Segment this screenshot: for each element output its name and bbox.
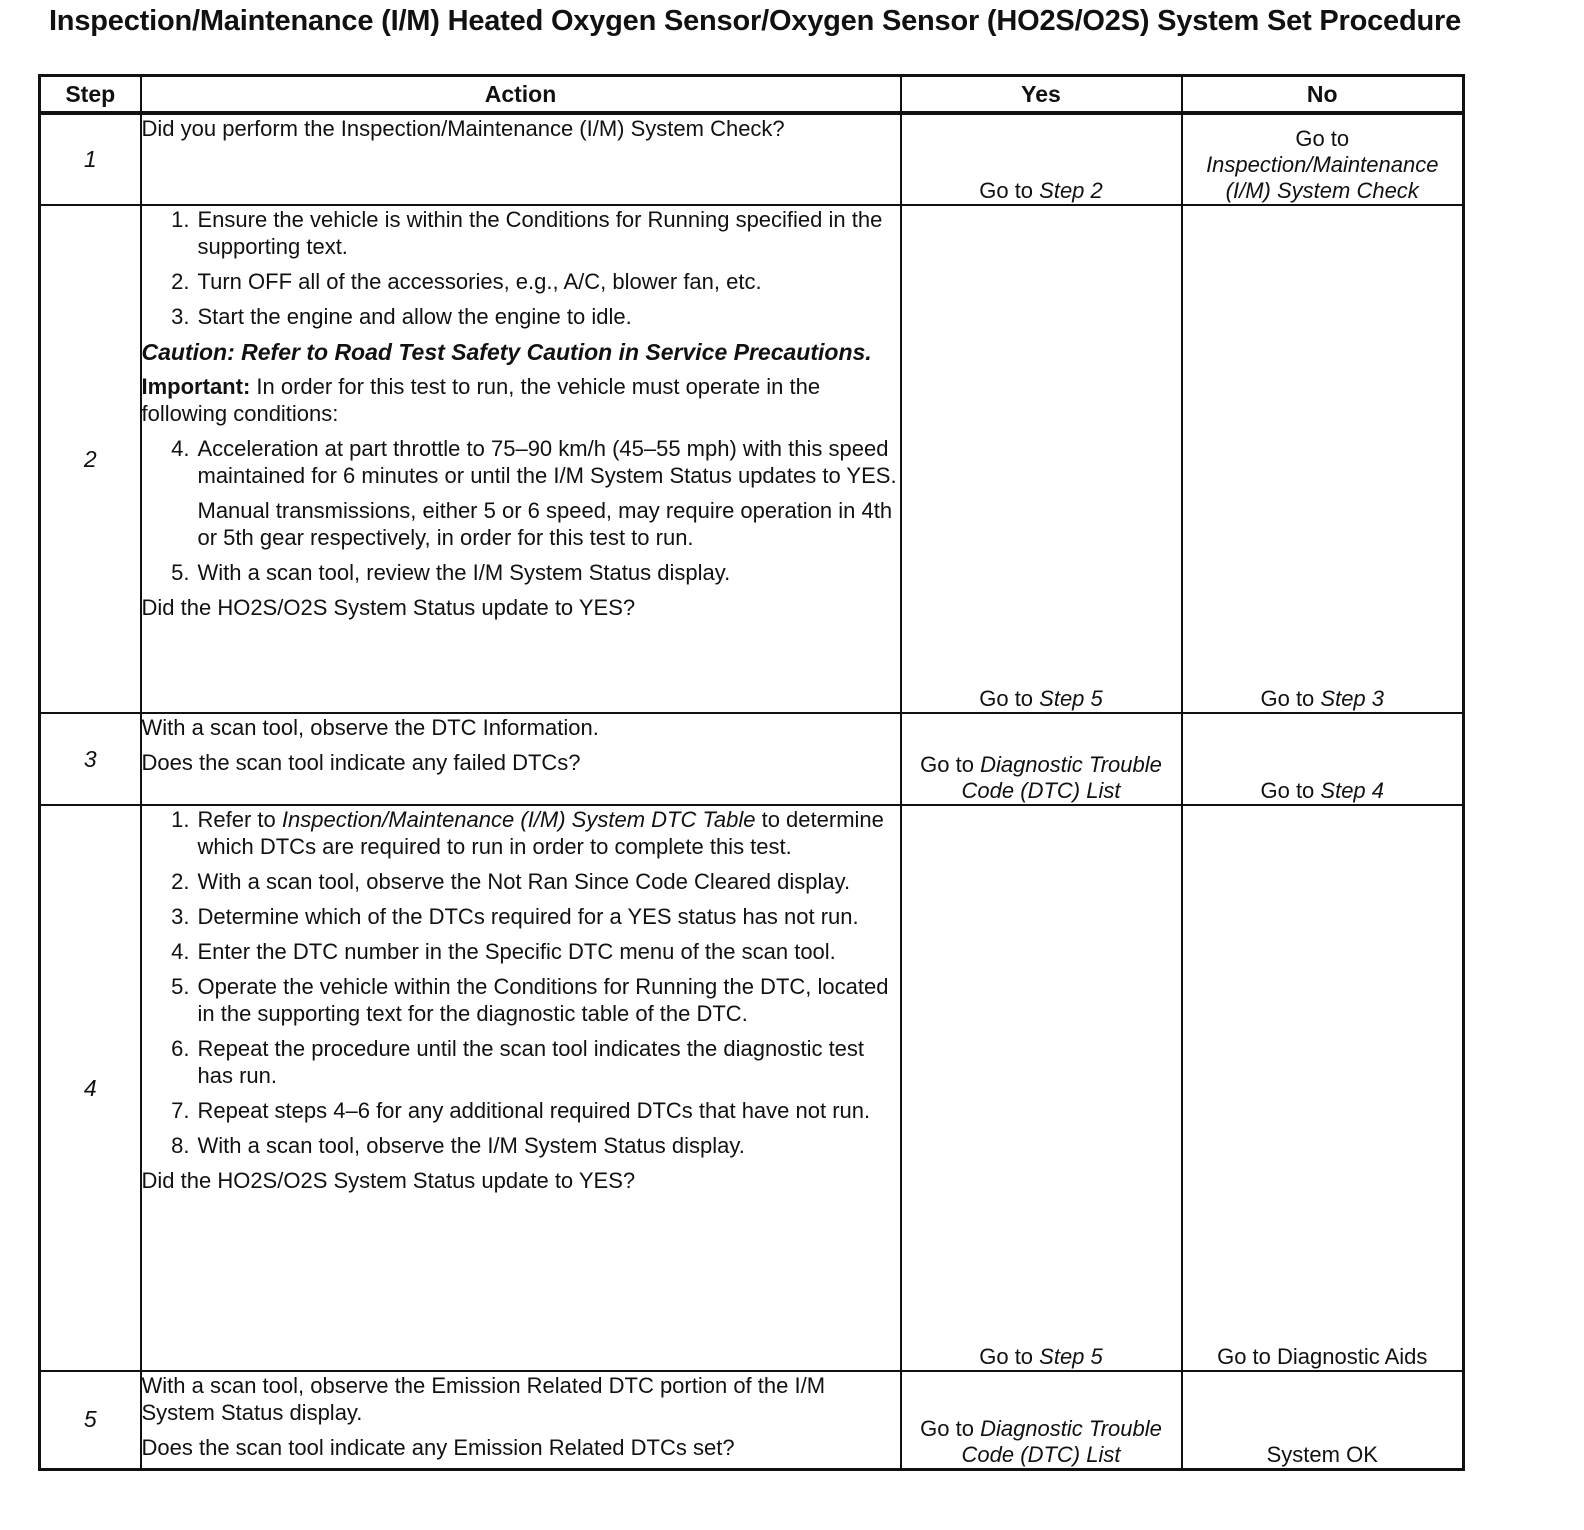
list-item: 3. Start the engine and allow the engine to idle. (171, 304, 632, 329)
step-number: 5 (40, 1371, 141, 1469)
list-item: 4. Acceleration at part throttle to 75–90 km/h (45–55 mph) with this speed maintained for 6 minutes or until the I/M System Status updates to YES. (171, 436, 897, 488)
list-item: 2. With a scan tool, observe the Not Ran Since Code Cleared display. (171, 869, 851, 894)
step-number: 4 (40, 805, 141, 1371)
yes-prefix: Go to (979, 686, 1040, 711)
yes-link[interactable]: Step 2 (1039, 178, 1103, 203)
yes-cell (901, 805, 1182, 1371)
list-item: 4. Enter the DTC number in the Specific DTC menu of the scan tool. (171, 939, 836, 964)
list-item: 1. Ensure the vehicle is within the Conditions for Running specified in the supporting text. (171, 207, 883, 259)
step-number: 3 (40, 713, 141, 805)
procedure-table (38, 74, 1465, 1471)
header-no: No (1182, 76, 1464, 114)
list-item: 5. Operate the vehicle within the Conditions for Running the DTC, located in the supporting text for the diagnostic table of the DTC. (171, 974, 889, 1026)
step-instruction: With a scan tool, observe the Emission Related DTC portion of the I/M System Status display. (141, 1373, 826, 1425)
table-row (40, 1371, 1464, 1469)
yes-prefix: Go to (920, 752, 981, 777)
list-item: 7. Repeat steps 4–6 for any additional required DTCs that have not run. (171, 1098, 871, 1123)
no-link[interactable]: Step 4 (1320, 778, 1385, 803)
list-item: 3. Determine which of the DTCs required for a YES status has not run. (171, 904, 859, 929)
yes-cell (901, 205, 1182, 713)
step-question: Did you perform the Inspection/Maintenance (I/M) System Check? (141, 116, 785, 141)
no-cell (1182, 113, 1464, 205)
step-question: Does the scan tool indicate any failed DTCs? (141, 750, 581, 775)
table-row (40, 205, 1464, 713)
step-action (141, 805, 901, 1371)
list-item: 2. Turn OFF all of the accessories, e.g., A/C, blower fan, etc. (171, 269, 762, 294)
no-result: System OK (1266, 1441, 1378, 1467)
table-row (40, 113, 1464, 205)
caution-note: Caution: Refer to Road Test Safety Caution in Service Precautions. (141, 339, 872, 365)
yes-link[interactable]: Diagnostic Trouble Code (DTC) List (961, 752, 1162, 803)
step-action (141, 1371, 901, 1469)
yes-link[interactable]: Diagnostic Trouble Code (DTC) List (961, 1415, 1162, 1467)
yes-prefix: Go to (979, 178, 1040, 203)
important-note: Important: In order for this test to run, the vehicle must operate in the following conditions: (141, 374, 821, 426)
list-item: 5. With a scan tool, review the I/M System Status display. (171, 560, 731, 585)
step-question: Did the HO2S/O2S System Status update to YES? (141, 1168, 636, 1193)
header-yes: Yes (901, 76, 1182, 114)
no-prefix: Go to (1295, 126, 1350, 151)
yes-cell (901, 113, 1182, 205)
no-prefix: Go to (1260, 686, 1321, 711)
no-cell (1182, 713, 1464, 805)
table-header-row (40, 76, 1464, 114)
step-instruction: With a scan tool, observe the DTC Information. (141, 715, 599, 740)
step-action (141, 113, 901, 205)
no-cell (1182, 805, 1464, 1371)
step-question: Did the HO2S/O2S System Status update to YES? (141, 595, 636, 620)
list-item: 6. Repeat the procedure until the scan tool indicates the diagnostic test has run. (171, 1036, 865, 1088)
step-number: 2 (40, 205, 141, 713)
yes-link[interactable]: Step 5 (1039, 686, 1103, 711)
no-cell (1182, 1371, 1464, 1469)
page-title: Inspection/Maintenance (I/M) Heated Oxygen Sensor/Oxygen Sensor (HO2S/O2S) System Set Procedure (48, 5, 1462, 37)
manual-transmission-note: Manual transmissions, either 5 or 6 speed, may require operation in 4th or 5th gear respectively, in order for this test to run. (197, 498, 893, 550)
no-link[interactable]: Step 3 (1320, 686, 1385, 711)
list-item: 1. Refer to Inspection/Maintenance (I/M) System DTC Table to determine which DTCs are required to run in order to complete this test. (171, 807, 884, 859)
no-link[interactable]: Go to Diagnostic Aids (1217, 1344, 1428, 1369)
yes-prefix: Go to (920, 1415, 981, 1441)
yes-cell (901, 713, 1182, 805)
header-action: Action (141, 76, 901, 114)
table-row (40, 805, 1464, 1371)
yes-prefix: Go to (979, 1344, 1040, 1369)
no-prefix: Go to (1260, 778, 1321, 803)
step-action (141, 713, 901, 805)
no-cell (1182, 205, 1464, 713)
step-number: 1 (40, 113, 141, 205)
list-item: 8. With a scan tool, observe the I/M System Status display. (171, 1133, 745, 1158)
step-action (141, 205, 901, 713)
header-step: Step (40, 76, 141, 114)
step-question: Does the scan tool indicate any Emission Related DTCs set? (141, 1435, 735, 1460)
yes-cell (901, 1371, 1182, 1469)
yes-link[interactable]: Step 5 (1039, 1344, 1103, 1369)
no-link[interactable]: Inspection/Maintenance (I/M) System Check (1206, 152, 1439, 203)
table-row (40, 713, 1464, 805)
